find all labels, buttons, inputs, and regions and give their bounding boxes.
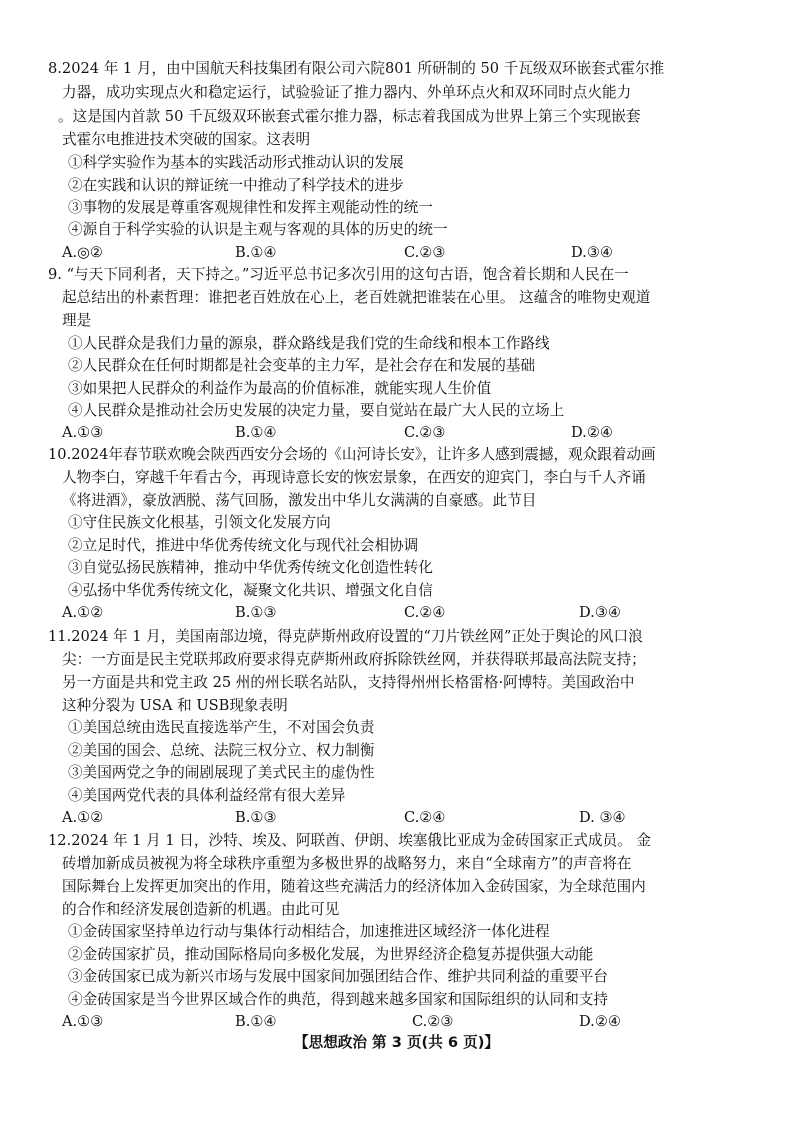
question-stem-line: 《将进酒》，豪放洒脱、荡气回肠，激发出中华儿女满满的自豪感。此节目 (62, 492, 537, 509)
page-footer: 【思想政治 第 3 页(共 6 页)】 (294, 1034, 499, 1051)
answer-options (0, 242, 793, 264)
option-d[interactable]: D. ③④ (579, 809, 626, 826)
question-stem-line: 国际舞台上发挥更加突出的作用，随着这些充满活力的经济体加入金砖国家，为全球范围内 (62, 878, 646, 895)
statement-3: ③事物的发展是尊重客观规律性和发挥主观能动性的统一 (68, 199, 433, 216)
statement-3: ③美国两党之争的闹剧展现了美式民主的虚伪性 (68, 764, 375, 781)
question-stem-line: 砖增加新成员被视为将全球秩序重塑为多极世界的战略努力，来自“全球南方”的声音将在 (62, 855, 632, 872)
option-d[interactable]: D.③④ (579, 604, 621, 621)
statement-1: ①人民群众是我们力量的源泉，群众路线是我们党的生命线和根本工作路线 (68, 335, 550, 352)
question-stem-line: 力器，成功实现点火和稳定运行，试验验证了推力器内、外单环点火和双环同时点火能力 (62, 84, 632, 101)
question-stem-line: 9. “与天下同利者，天下持之。”习近平总书记多次引用的这句古语，饱含着长期和人民在一 (48, 266, 629, 283)
statement-3: ③如果把人民群众的利益作为最高的价值标准，就能实现人生价值 (68, 380, 492, 397)
statement-2: ②美国的国会、总统、法院三权分立、权力制衡 (68, 742, 375, 759)
question-stem-line: 的合作和经济发展创造新的机遇。由此可见 (62, 901, 340, 918)
question-stem-line: 这种分裂为 USA 和 USB现象表明 (62, 697, 288, 714)
option-d[interactable]: D.②④ (571, 424, 613, 441)
question-stem-line: 人物李白，穿越千年看古今，再现诗意长安的恢宏景象，在西安的迎宾门，李白与千人齐诵 (62, 469, 646, 486)
answer-options (0, 1011, 793, 1033)
question-stem-line: 10.2024年春节联欢晚会陕西西安分会场的《山河诗长安》，让许多人感到震撼，观众跟着动画 (48, 446, 656, 463)
option-c[interactable]: C.②③ (412, 1013, 454, 1030)
option-a[interactable]: A.①③ (62, 1013, 104, 1030)
option-c[interactable]: C.②④ (404, 604, 446, 621)
statement-2: ②金砖国家扩员，推动国际格局向多极化发展，为世界经济企稳复苏提供强大动能 (68, 946, 594, 963)
option-a[interactable]: A.①② (62, 604, 104, 621)
option-a[interactable]: A.①③ (62, 424, 104, 441)
option-c[interactable]: C.②③ (404, 244, 446, 261)
statement-2: ②人民群众在任何时期都是社会变革的主力军，是社会存在和发展的基础 (68, 357, 536, 374)
question-stem-line: 另一方面是共和党主政 25 州的州长联名站队，支持得州州长格雷格·阿博特。美国政治中 (62, 674, 635, 691)
option-c[interactable]: C.②③ (404, 424, 446, 441)
option-a[interactable]: A.①② (62, 809, 104, 826)
statement-1: ①守住民族文化根基，引领文化发展方向 (68, 514, 331, 531)
option-d[interactable]: D.③④ (571, 244, 613, 261)
option-b[interactable]: B.①④ (235, 424, 277, 441)
statement-1: ①科学实验作为基本的实践活动形式推动认识的发展 (68, 154, 404, 171)
question-stem-line: 12.2024 年 1 月 1 日，沙特、埃及、阿联酋、伊朗、埃塞俄比亚成为金砖国家正式成员。 金 (48, 832, 651, 849)
statement-4: ④金砖国家是当今世界区域合作的典范，得到越来越多国家和国际组织的认同和支持 (68, 991, 608, 1008)
statement-2: ②立足时代，推进中华优秀传统文化与现代社会相协调 (68, 537, 419, 554)
question-stem-line: 起总结出的朴素哲理：谁把老百姓放在心上，老百姓就把谁装在心里。 这蕴含的唯物史观道 (62, 289, 651, 306)
option-b[interactable]: B.①④ (235, 244, 277, 261)
statement-1: ①美国总统由选民直接选举产生，不对国会负责 (68, 719, 375, 736)
question-stem-line: 理是 (62, 312, 92, 329)
option-b[interactable]: B.①③ (235, 604, 277, 621)
option-c[interactable]: C.②④ (404, 809, 446, 826)
answer-options (0, 807, 793, 829)
question-stem-line: 11.2024 年 1 月，美国南部边境，得克萨斯州政府设置的“刀片铁丝网”正处于舆论的风口浪 (48, 628, 643, 645)
statement-4: ④弘扬中华优秀传统文化，凝聚文化共识、增强文化自信 (68, 582, 433, 599)
option-d[interactable]: D.②④ (579, 1013, 621, 1030)
statement-3: ③自觉弘扬民族精神，推动中华优秀传统文化创造性转化 (68, 559, 433, 576)
statement-1: ①金砖国家坚持单边行动与集体行动相结合，加速推进区域经济一体化进程 (68, 923, 550, 940)
answer-options (0, 422, 793, 444)
statement-4: ④人民群众是推动社会历史发展的决定力量，要自觉站在最广大人民的立场上 (68, 402, 565, 419)
statement-2: ②在实践和认识的辩证统一中推动了科学技术的进步 (68, 177, 404, 194)
question-stem-line: 尖：一方面是民主党联邦政府要求得克萨斯州政府拆除铁丝网，并获得联邦最高法院支持； (62, 651, 646, 668)
statement-3: ③金砖国家已成为新兴市场与发展中国家间加强团结合作、维护共同利益的重要平台 (68, 968, 608, 985)
statement-4: ④美国两党代表的具体利益经常有很大差异 (68, 787, 346, 804)
question-stem-line: 式霍尔电推进技术突破的国家。这表明 (62, 131, 311, 148)
question-stem-line: 。这是国内首款 50 千瓦级双环嵌套式霍尔推力器，标志着我国成为世界上第三个实现嵌套 (58, 108, 641, 125)
option-b[interactable]: B.①④ (235, 1013, 277, 1030)
question-stem-line: 8.2024 年 1 月，由中国航天科技集团有限公司六院801 所研制的 50 千瓦级双环嵌套式霍尔推 (48, 60, 665, 77)
statement-4: ④源自于科学实验的认识是主观与客观的具体的历史的统一 (68, 221, 448, 238)
option-b[interactable]: B.①③ (235, 809, 277, 826)
answer-options (0, 602, 793, 624)
option-a[interactable]: A.◎② (62, 244, 103, 261)
